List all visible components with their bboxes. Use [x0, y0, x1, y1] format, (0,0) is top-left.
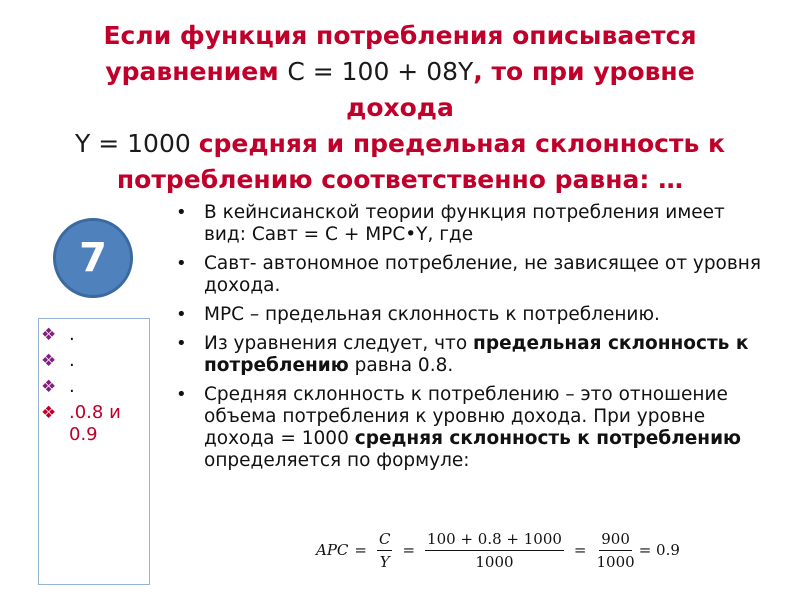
diamond-bullet-icon: ❖	[41, 325, 57, 345]
bullet-dot-icon: •	[176, 384, 187, 405]
formula-equals: =	[402, 541, 416, 559]
title-line-5: потреблению соответственно равна: …	[116, 165, 684, 194]
formula-equals: =	[573, 541, 587, 559]
diamond-bullet-icon: ❖	[41, 377, 57, 397]
question-number-badge: 7	[53, 218, 133, 298]
formula-fraction-sum: $\frac{100 + 0.8 + 1000}{1000}$	[427, 529, 562, 571]
explanation-list	[172, 202, 772, 479]
title-line-4: Y = 1000 средняя и предельная склонность к	[75, 129, 725, 158]
explanation-item: • В кейнсианской теории функция потребления имеет вид: Савт = С + МРС•Y, где	[176, 202, 725, 245]
answer-option-correct[interactable]: ❖ .0.8 и 0.9	[41, 402, 121, 445]
apc-formula	[316, 514, 786, 586]
answer-option[interactable]: ❖ .	[41, 350, 75, 371]
formula-lhs: APC	[316, 541, 349, 559]
explanation-item: • Савт- автономное потребление, не зависящее от уровня дохода.	[176, 253, 762, 296]
bullet-dot-icon: •	[176, 304, 187, 325]
bullet-dot-icon: •	[176, 333, 187, 354]
title-line-3: дохода	[346, 93, 454, 122]
diamond-bullet-icon: ❖	[41, 403, 57, 423]
explanation-item: • МРС – предельная склонность к потреблению.	[176, 304, 660, 325]
slide-title	[40, 18, 760, 198]
explanation-item: • Средняя склонность к потреблению – это отношение объема потребления к уровню дохода. При уровне дохода = 1000 средняя склонность к потреблению определяется по формуле:	[176, 384, 742, 471]
bullet-dot-icon: •	[176, 253, 187, 274]
formula-fraction-c-over-y: $\frac{C}{Y}$	[378, 529, 391, 571]
title-line-2: уравнением C = 100 + 08Y, то при уровне	[105, 57, 695, 86]
diamond-bullet-icon: ❖	[41, 351, 57, 371]
bullet-dot-icon: •	[176, 202, 187, 223]
title-line-1: Если функция потребления описывается	[103, 21, 697, 50]
explanation-item: • Из уравнения следует, что предельная склонность к потреблению равна 0.8.	[176, 333, 749, 376]
formula-result: = 0.9	[638, 541, 680, 559]
formula-equals: =	[354, 541, 367, 559]
answer-option[interactable]: ❖ .	[41, 324, 75, 345]
formula-fraction-900: $\frac{900}{1000}$	[596, 529, 635, 571]
answer-options-box	[38, 318, 150, 585]
answer-option[interactable]: ❖ .	[41, 376, 75, 397]
